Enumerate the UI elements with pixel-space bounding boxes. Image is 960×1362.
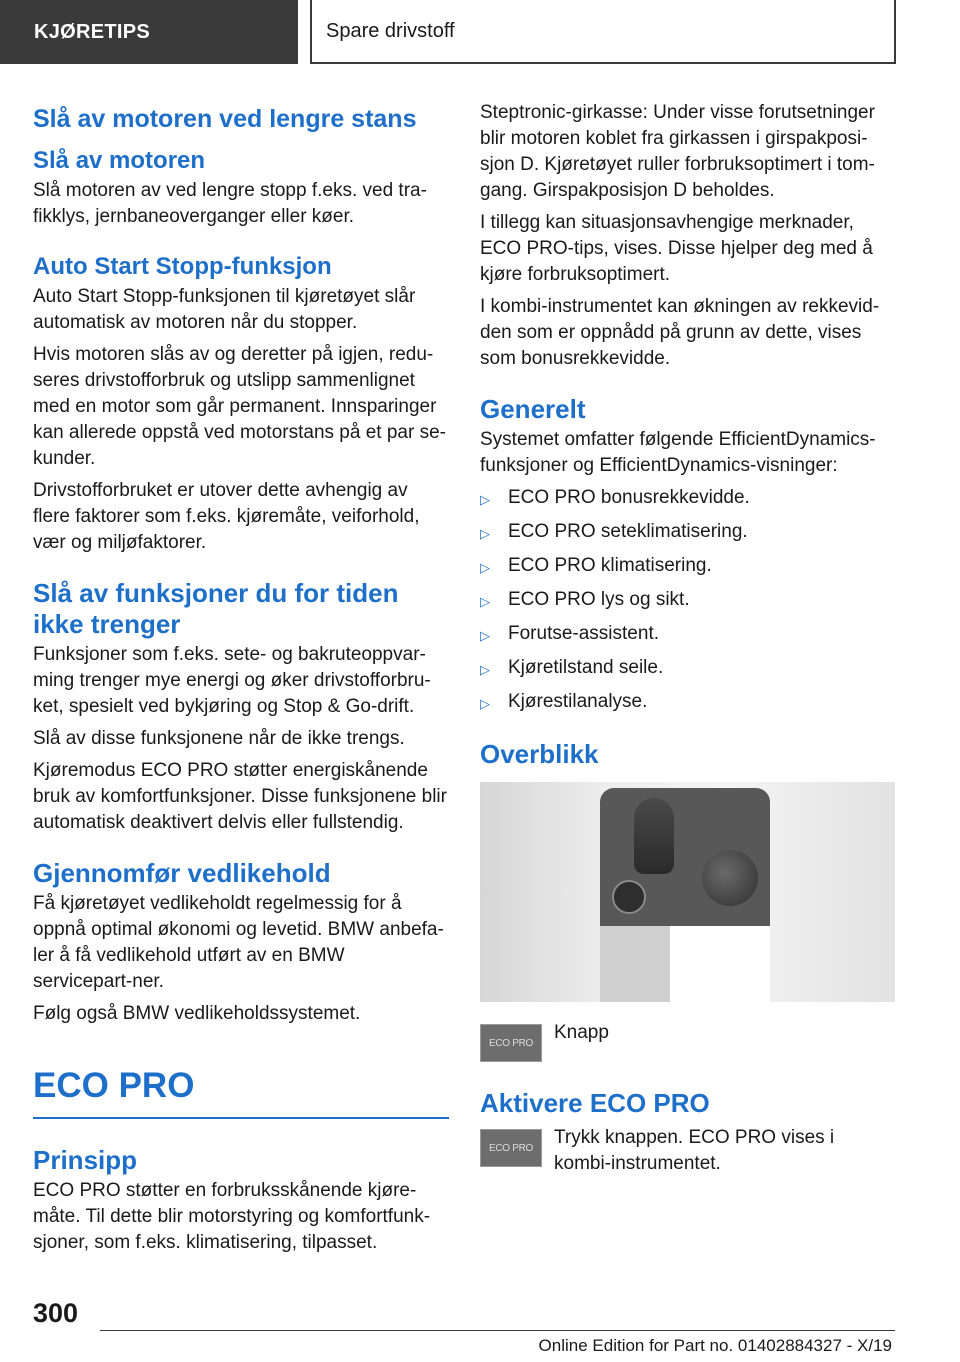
right-column <box>480 100 896 1183</box>
triangle-bullet-icon: ▷ <box>480 696 490 711</box>
paragraph-func-2: Slå av disse funksjonene når de ikke trengs. <box>33 728 405 749</box>
paragraph-auto-1: Auto Start Stopp-funksjonen til kjøretøyet slår automatisk av motoren når du stopper. <box>33 286 416 333</box>
list-item: ▷ ECO PRO klimatisering. <box>480 553 896 581</box>
start-stop-button-icon <box>612 880 646 914</box>
paragraph-activate: Trykk knappen. ECO PRO vises i kombi-instrumentet. <box>554 1127 835 1174</box>
heading-auto-start-stop: Auto Start Stopp-funksjon <box>33 253 332 280</box>
heading-maintenance: Gjennomfør vedlikehold <box>33 858 331 888</box>
paragraph-maint-2: Følg også BMW vedlikeholdssystemet. <box>33 1003 361 1024</box>
heading-turn-off-engine: Slå av motoren <box>33 147 206 174</box>
console-pad-left <box>600 926 670 1002</box>
paragraph-general: Systemet omfatter følgende EfficientDynamics-funksjoner og EfficientDynamics-visninger: <box>480 429 876 476</box>
triangle-bullet-icon: ▷ <box>480 594 490 609</box>
list-item: ▷ Kjøretilstand seile. <box>480 655 896 683</box>
idrive-controller-icon <box>702 850 758 906</box>
gear-shifter-icon <box>634 798 674 874</box>
triangle-bullet-icon: ▷ <box>480 662 490 677</box>
list-item: ▷ ECO PRO lys og sikt. <box>480 587 896 615</box>
list-item: ▷ Forutse-assistent. <box>480 621 896 649</box>
heading-overview: Overblikk <box>480 739 599 769</box>
paragraph-turn-off-engine: Slå motoren av ved lengre stopp f.eks. ved tra-fikklys, jernbaneoverganger eller køer. <box>33 180 427 227</box>
eco-pro-button-icon: ECO PRO <box>480 1024 542 1062</box>
left-column <box>33 100 449 1262</box>
page-number: 300 <box>33 1298 79 1328</box>
heading-activate-eco-pro: Aktivere ECO PRO <box>480 1088 710 1118</box>
activate-instruction <box>480 1129 896 1183</box>
center-console-photo <box>480 782 895 1002</box>
triangle-bullet-icon: ▷ <box>480 560 490 575</box>
paragraph-principle: ECO PRO støtter en forbruksskånende kjøre-måte. Til dette blir motorstyring og komfortfunk-sjoner, som f.eks. klimatisering, tilpasset. <box>33 1180 431 1253</box>
paragraph-eco-tips: I tillegg kan situasjonsavhengige merknader, ECO PRO-tips, vises. Disse hjelper deg med å kjøre forbruksoptimert. <box>480 212 873 285</box>
button-legend <box>480 1024 896 1062</box>
chapter-tab: KJØRETIPS <box>0 0 298 64</box>
paragraph-bonus-range: I kombi-instrumentet kan økningen av rekkevid-den som er oppnådd på grunn av dette, vises som bonusrekkevidde. <box>480 296 880 369</box>
triangle-bullet-icon: ▷ <box>480 492 490 507</box>
heading-general: Generelt <box>480 394 586 424</box>
list-item: ▷ Kjørestilanalyse. <box>480 689 896 717</box>
paragraph-steptronic: Steptronic-girkasse: Under visse forutsetninger blir motoren koblet fra girkassen i girspakposi-sjon D. Kjøretøyet ruller forbruksoptimert i tom-gang. Girspakposisjon D beholdes. <box>480 102 875 201</box>
paragraph-maint-1: Få kjøretøyet vedlikeholdt regelmessig for å oppnå optimal økonomi og levetid. BMW anbefa-ler å få vedlikehold utført av en BMW servicepart-ner. <box>33 893 444 992</box>
function-list <box>480 485 896 717</box>
triangle-bullet-icon: ▷ <box>480 628 490 643</box>
paragraph-func-1: Funksjoner som f.eks. sete- og bakruteoppvar-ming trenger mye energi og øker drivstofforbru-ket, spesielt ved bykjøring og Stop & Go-drift. <box>33 644 431 717</box>
section-title: Spare drivstoff <box>310 0 896 64</box>
paragraph-auto-2: Hvis motoren slås av og deretter på igjen, redu-seres drivstofforbruk og utslipp sammenlignet med en motor som går permanent. Innsparinger kan allerede oppstå ved motorstans på et par se-kunder. <box>33 344 446 469</box>
eco-pro-button-icon: ECO PRO <box>480 1129 542 1167</box>
heading-principle: Prinsipp <box>33 1145 138 1175</box>
edition-note: Online Edition for Part no. 01402884327 - X/19 <box>538 1336 892 1355</box>
heading-eco-pro: ECO PRO <box>33 1065 449 1119</box>
heading-engine-stop: Slå av motoren ved lengre stans <box>33 105 417 133</box>
list-item: ▷ ECO PRO bonusrekkevidde. <box>480 485 896 513</box>
list-item: ▷ ECO PRO seteklimatisering. <box>480 519 896 547</box>
paragraph-auto-3: Drivstofforbruket er utover dette avhengig av flere faktorer som f.eks. kjøremåte, veiforhold, vær og miljøfaktorer. <box>33 480 420 553</box>
button-caption: Knapp <box>554 1022 609 1043</box>
console-panel <box>600 788 770 1002</box>
triangle-bullet-icon: ▷ <box>480 526 490 541</box>
heading-turn-off-functions: Slå av funksjoner du for tiden ikke trenger <box>33 578 399 639</box>
footer-divider <box>100 1330 895 1331</box>
paragraph-func-3: Kjøremodus ECO PRO støtter energiskånende bruk av komfortfunksjoner. Disse funksjonene blir automatisk deaktivert delvis eller fullstendig. <box>33 760 447 833</box>
